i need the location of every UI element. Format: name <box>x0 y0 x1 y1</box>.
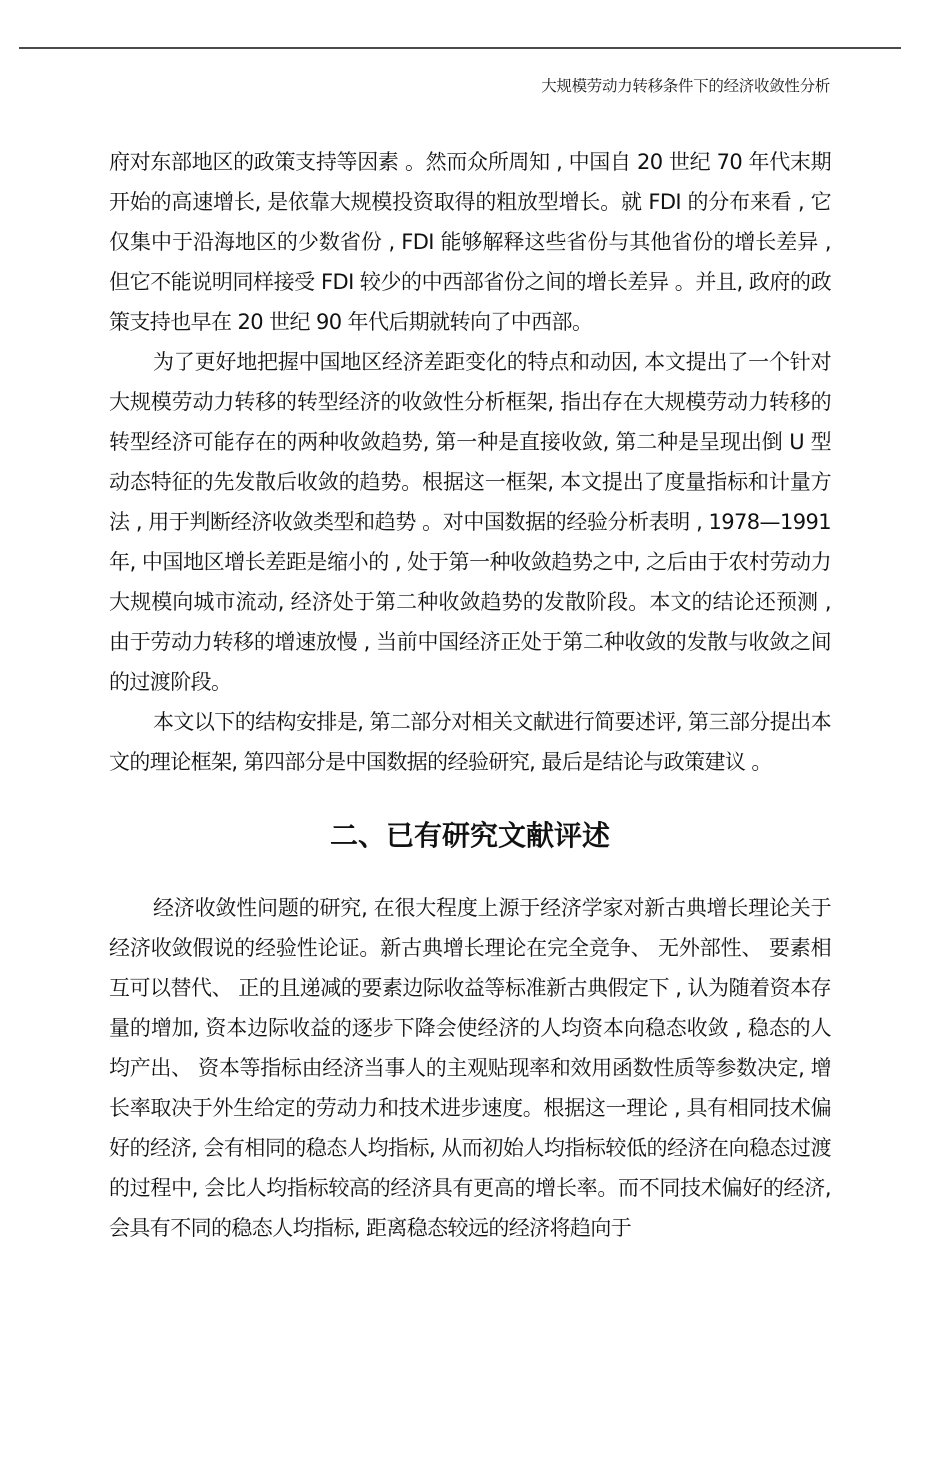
section-heading: 二、已有研究文献评述 <box>329 819 610 852</box>
document-body <box>109 142 831 1248</box>
paragraph: 府对东部地区的政策支持等因素 。然而众所周知 , 中国自 20 世纪 70 年代末期开始的高速增长, 是依靠大规模投资取得的粗放型增长。就 FDI 的分布来看 , 它仅集中于沿海地区的少数省份 , FDI 能够解释这些省份与其他省份的增长差异 , 但它不能说明同样接受 FDI 较少的中西部省份之间的增长差异 。并且, 政府的政策支持也早在 20 世纪 90 年代后期就转向了中西部。 <box>109 150 831 334</box>
running-header-title: 大规模劳动力转移条件下的经济收敛性分析 <box>541 77 830 95</box>
header-rule <box>19 47 901 49</box>
paragraph: 经济收敛性问题的研究, 在很大程度上源于经济学家对新古典增长理论关于经济收敛假说的经验性论证。新古典增长理论在完全竞争、 无外部性、 要素相互可以替代、 正的且递减的要素边际收益等标准新古典假定下 , 认为随着资本存量的增加, 资本边际收益的逐步下降会使经济的人均资本向稳态收敛 , 稳态的人均产出、 资本等指标由经济当事人的主观贴现率和效用函数性质等参数决定, 增长率取决于外生给定的劳动力和技术进步速度。根据这一理论 , 具有相同技术偏好的经济, 会有相同的稳态人均指标, 从而初始人均指标较低的经济在向稳态过渡的过程中, 会比人均指标较高的经济具有更高的增长率。而不同技术偏好的经济, 会具有不同的稳态人均指标, 距离稳态较远的经济将趋向于 <box>109 896 831 1240</box>
paragraph: 为了更好地把握中国地区经济差距变化的特点和动因, 本文提出了一个针对大规模劳动力转移的转型经济的收敛性分析框架, 指出存在大规模劳动力转移的转型经济可能存在的两种收敛趋势, 第一种是直接收敛, 第二种是呈现出倒 U 型动态特征的先发散后收敛的趋势。根据这一框架, 本文提出了度量指标和计量方法 , 用于判断经济收敛类型和趋势 。对中国数据的经验分析表明 , 1978—1991 年, 中国地区增长差距是缩小的 , 处于第一种收敛趋势之中, 之后由于农村劳动力大规模向城市流动, 经济处于第二种收敛趋势的发散阶段。本文的结论还预测 , 由于劳动力转移的增速放慢 , 当前中国经济正处于第二种收敛的发散与收敛之间的过渡阶段。 <box>109 350 831 694</box>
paragraph: 本文以下的结构安排是, 第二部分对相关文献进行简要述评, 第三部分提出本文的理论框架, 第四部分是中国数据的经验研究, 最后是结论与政策建议 。 <box>109 710 831 774</box>
